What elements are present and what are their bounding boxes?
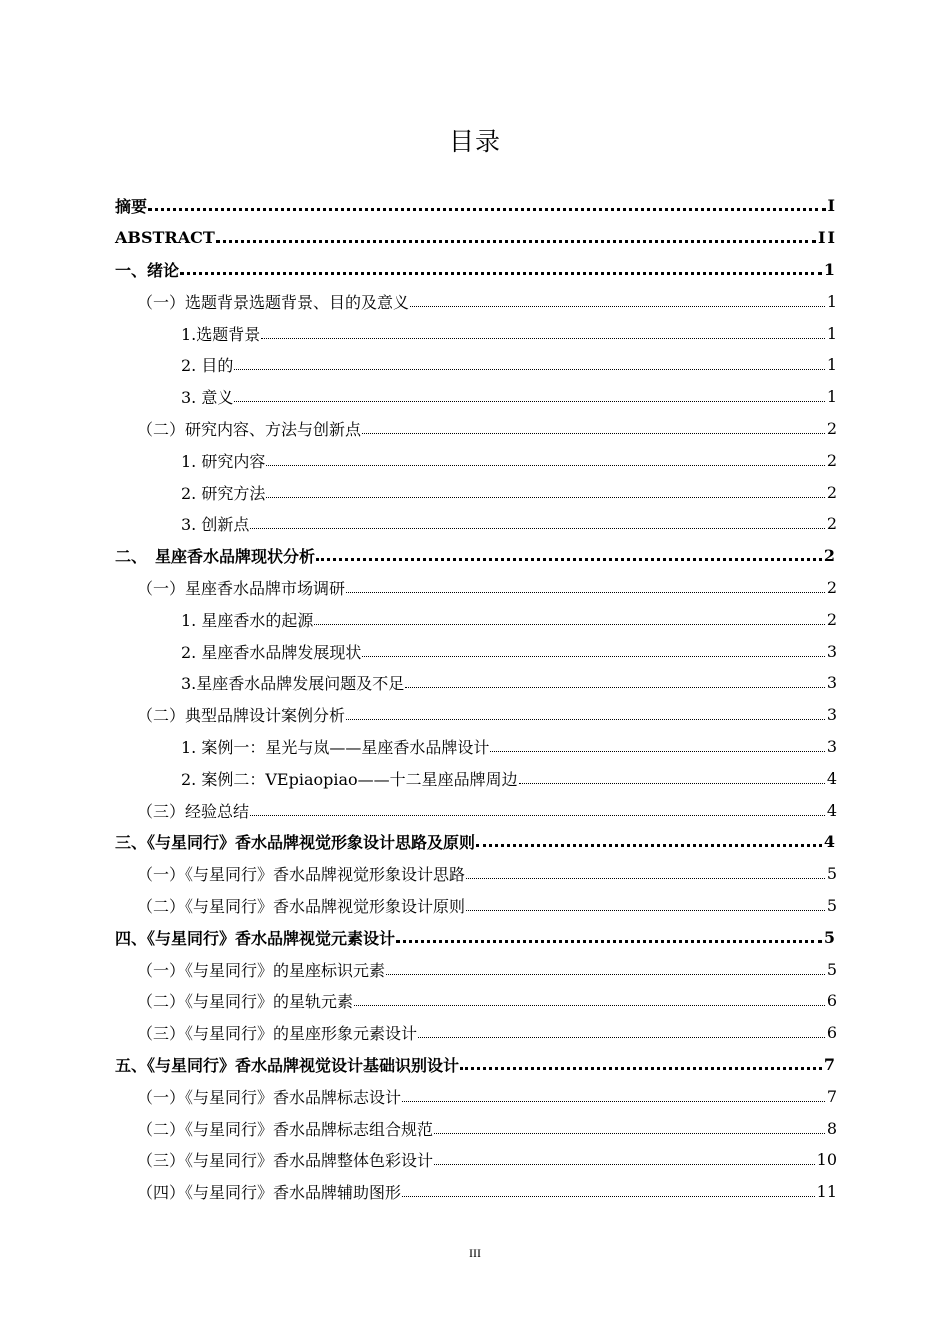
toc-dot-leader (466, 910, 825, 911)
toc-entry-label: （三）《与星同行》的星座形象元素设计 (137, 1024, 418, 1044)
toc-entry[interactable] (115, 921, 837, 953)
toc-entry-label: （二）《与星同行》香水品牌标志组合规范 (137, 1119, 434, 1139)
page-number: III (469, 1246, 481, 1260)
toc-dot-leader (316, 558, 822, 561)
toc-entry[interactable] (115, 508, 837, 540)
toc-entry-label: 1. 星座香水的起源 (181, 610, 314, 630)
toc-entry-page: 2 (826, 609, 837, 629)
toc-entry-page: 4 (826, 800, 837, 820)
toc-entry-label: 2. 研究方法 (181, 483, 266, 503)
toc-dot-leader (434, 1164, 815, 1165)
toc-entry-page: 2 (823, 546, 837, 566)
toc-entry-page: 11 (816, 1182, 837, 1202)
toc-dot-leader (346, 592, 825, 593)
toc-entry-page: 2 (826, 514, 837, 534)
toc-dot-leader (234, 369, 824, 370)
toc-entry[interactable] (115, 381, 837, 413)
toc-entry-label: （一）《与星同行》的星座标识元素 (137, 960, 386, 980)
toc-entry[interactable] (115, 667, 837, 699)
toc-entry[interactable] (115, 1176, 837, 1208)
toc-dot-leader (466, 878, 825, 879)
toc-entry-page: 7 (823, 1054, 837, 1074)
toc-entry-page: 2 (826, 418, 837, 438)
toc-dot-leader (314, 624, 824, 625)
toc-entry-label: （三）《与星同行》香水品牌整体色彩设计 (137, 1151, 434, 1171)
toc-entry-page: 3 (826, 736, 837, 756)
toc-entry-label: 3.星座香水品牌发展问题及不足 (181, 674, 405, 694)
toc-entry-page: 5 (826, 895, 837, 915)
toc-dot-leader (386, 974, 825, 975)
toc-entry-page: 5 (826, 864, 837, 884)
toc-entry[interactable] (115, 635, 837, 667)
table-of-contents (115, 190, 837, 1208)
toc-entry[interactable] (115, 285, 837, 317)
toc-entry-label: 二、 星座香水品牌现状分析 (115, 547, 316, 567)
toc-entry-page: 3 (826, 641, 837, 661)
toc-entry-label: （一）星座香水品牌市场调研 (137, 578, 346, 598)
toc-entry-label: （二）《与星同行》香水品牌视觉形象设计原则 (137, 896, 466, 916)
toc-entry-label: （一）《与星同行》香水品牌视觉形象设计思路 (137, 865, 466, 885)
toc-entry-page: 7 (826, 1086, 837, 1106)
toc-entry-page: 5 (823, 927, 837, 947)
toc-entry-label: （一）《与星同行》香水品牌标志设计 (137, 1087, 402, 1107)
toc-entry[interactable] (115, 762, 837, 794)
toc-entry[interactable] (115, 1144, 837, 1176)
toc-entry[interactable] (115, 572, 837, 604)
toc-entry-label: ABSTRACT (115, 228, 215, 248)
toc-entry-page: 2 (826, 450, 837, 470)
toc-entry[interactable] (115, 953, 837, 985)
toc-entry-label: 1. 研究内容 (181, 451, 266, 471)
toc-dot-leader (266, 465, 824, 466)
toc-entry[interactable] (115, 985, 837, 1017)
toc-entry-label: （二）研究内容、方法与创新点 (137, 419, 362, 439)
toc-entry-label: （三）经验总结 (137, 801, 250, 821)
toc-entry[interactable] (115, 1049, 837, 1081)
toc-entry[interactable] (115, 413, 837, 445)
toc-dot-leader (434, 1133, 825, 1134)
toc-entry-label: 三、《与星同行》香水品牌视觉形象设计思路及原则 (115, 833, 476, 853)
toc-entry-page: 1 (826, 323, 837, 343)
toc-entry-label: 2. 目的 (181, 356, 234, 376)
toc-entry-label: 四、《与星同行》香水品牌视觉元素设计 (115, 928, 396, 948)
toc-entry-label: 1. 案例一：星光与岚——星座香水品牌设计 (181, 737, 490, 757)
toc-entry-label: 五、《与星同行》香水品牌视觉设计基础识别设计 (115, 1055, 460, 1075)
toc-dot-leader (261, 338, 825, 339)
toc-dot-leader (362, 656, 824, 657)
toc-dot-leader (476, 844, 822, 847)
toc-entry-page: II (818, 228, 837, 248)
toc-entry-page: 4 (826, 768, 837, 788)
toc-entry-page: 1 (823, 259, 837, 279)
toc-entry[interactable] (115, 794, 837, 826)
toc-entry[interactable] (115, 858, 837, 890)
page-title: 目录 (448, 127, 501, 156)
toc-entry[interactable] (115, 731, 837, 763)
toc-entry[interactable] (115, 222, 837, 254)
toc-entry-label: 2. 案例二：VEpiaopiao——十二星座品牌周边 (181, 769, 518, 789)
toc-dot-leader (402, 1196, 815, 1197)
toc-entry-label: 1.选题背景 (181, 324, 261, 344)
toc-dot-leader (266, 497, 824, 498)
toc-entry-page: 6 (826, 1023, 837, 1043)
toc-dot-leader (405, 687, 825, 688)
toc-dot-leader (148, 208, 826, 211)
toc-dot-leader (250, 528, 824, 529)
toc-dot-leader (346, 719, 825, 720)
toc-entry-page: 5 (826, 959, 837, 979)
toc-entry-page: 2 (826, 482, 837, 502)
toc-entry[interactable] (115, 1112, 837, 1144)
toc-entry[interactable] (115, 1080, 837, 1112)
toc-dot-leader (460, 1067, 822, 1070)
toc-entry-label: （四）《与星同行》香水品牌辅助图形 (137, 1183, 402, 1203)
toc-dot-leader (519, 783, 825, 784)
toc-dot-leader (418, 1037, 825, 1038)
toc-entry-label: （二）典型品牌设计案例分析 (137, 706, 346, 726)
toc-entry-label: 3. 创新点 (181, 515, 250, 535)
toc-entry[interactable] (115, 317, 837, 349)
toc-dot-leader (250, 815, 825, 816)
toc-entry-label: （二）《与星同行》的星轨元素 (137, 992, 354, 1012)
toc-entry[interactable] (115, 476, 837, 508)
toc-entry-page: 1 (826, 387, 837, 407)
toc-entry-page: 6 (826, 991, 837, 1011)
toc-entry[interactable] (115, 540, 837, 572)
toc-dot-leader (180, 272, 822, 275)
toc-entry-label: 2. 星座香水品牌发展现状 (181, 642, 362, 662)
toc-entry[interactable] (115, 826, 837, 858)
toc-entry[interactable] (115, 190, 837, 222)
toc-entry-label: 一、绪论 (115, 260, 180, 280)
toc-dot-leader (396, 940, 822, 943)
toc-entry[interactable] (115, 1017, 837, 1049)
toc-entry[interactable] (115, 603, 837, 635)
toc-entry-page: 4 (823, 832, 837, 852)
toc-entry-page: 1 (826, 355, 837, 375)
toc-entry-page: 10 (816, 1150, 837, 1170)
toc-entry-label: 摘要 (115, 197, 148, 217)
toc-entry[interactable] (115, 699, 837, 731)
toc-entry-page: 1 (826, 291, 837, 311)
toc-entry-page: 2 (826, 577, 837, 597)
toc-entry[interactable] (115, 444, 837, 476)
toc-dot-leader (410, 306, 825, 307)
toc-dot-leader (354, 1005, 825, 1006)
toc-entry-page: 3 (826, 673, 837, 693)
toc-entry[interactable] (115, 890, 837, 922)
toc-entry-page: 8 (826, 1118, 837, 1138)
toc-entry-label: 3. 意义 (181, 388, 234, 408)
toc-dot-leader (402, 1101, 825, 1102)
toc-entry-page: 3 (826, 705, 837, 725)
toc-dot-leader (362, 433, 825, 434)
toc-entry-label: （一）选题背景选题背景、目的及意义 (137, 292, 410, 312)
toc-entry[interactable] (115, 349, 837, 381)
toc-dot-leader (216, 240, 816, 243)
toc-dot-leader (490, 751, 824, 752)
toc-entry[interactable] (115, 254, 837, 286)
toc-dot-leader (234, 401, 824, 402)
toc-entry-page: I (827, 196, 837, 216)
